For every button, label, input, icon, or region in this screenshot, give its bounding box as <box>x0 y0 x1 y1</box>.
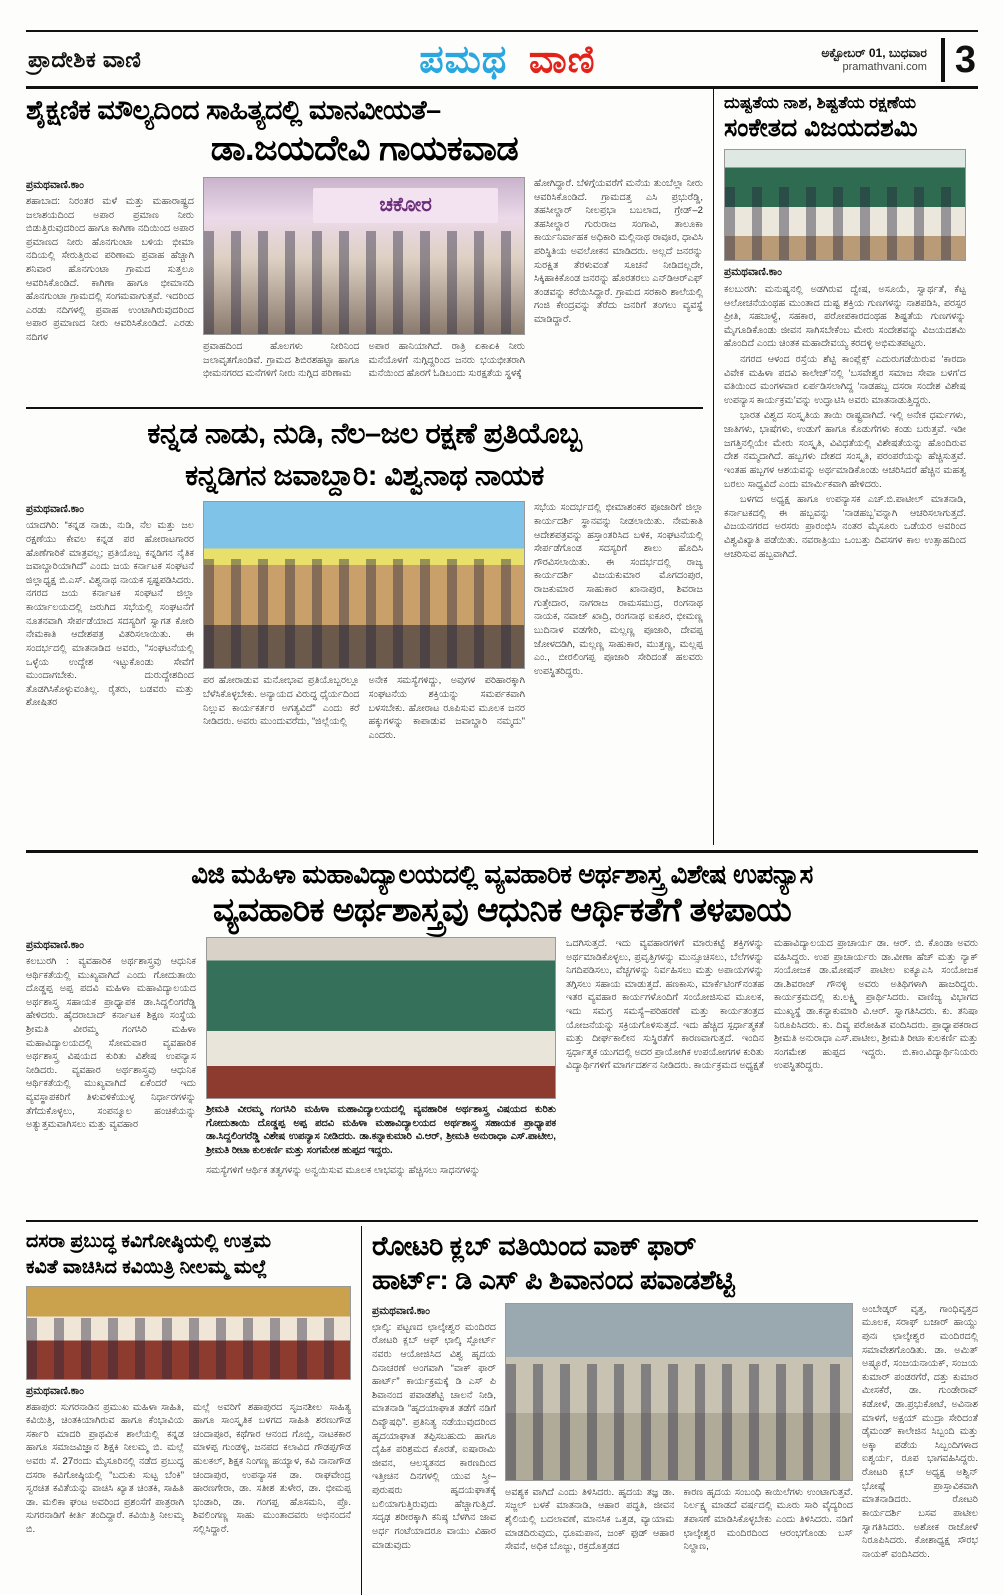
byline: ಪ್ರಮಥವಾಣಿ.ಕಾಂ <box>26 1384 84 1397</box>
article-flood-col1: ಶಹಾಬಾದ: ನಿರಂತರ ಮಳೆ ಮತ್ತು ಮಹಾರಾಷ್ಟ್ರದ ಜಲಾಶಯದಿಂದ ಅಪಾರ ಪ್ರಮಾಣ ನೀರು ಬಿಡುತ್ತಿರುವುದರಿಂದ ಹಾಗೂ ಕಾಗಿಣಾ ನದಿಯಿಂದ ಅಪಾರ ಪ್ರಮಾಣದ ನೀರು ಹೊನಗುಂಟಾ ಬಳಿಯ ಭೀಮಾ ನದಿಯಲ್ಲಿ ಸೇರುತ್ತಿರುವ ಪರಿಣಾಮ ಪ್ರವಾಹ ಹೆಚ್ಚಾಗಿ ಶನಿವಾರ ಹೊನಗುಂಟಾ ಗ್ರಾಮದ ಸುತ್ತಲೂ ಆವರಿಸಿಕೊಂಡಿದೆ. ಕಾಗಿಣಾ ಹಾಗೂ ಭೀಮಾನದಿ ಹೊನಗುಂಟಾ ಗ್ರಾಮದಲ್ಲಿ ಸಂಗಮವಾಗುತ್ತವೆ. ಇದರಿಂದ ಎರಡು ನದಿಗಳಲ್ಲಿ ಪ್ರವಾಹ ಉಂಟಾಗಿರುವುದರಿಂದ ಅಪಾರ ಪ್ರಮಾಣದ ನೀರು ಆವರಿಸಿಕೊಂಡಿದೆ. ಎರಡು ನದಿಗಳ <box>26 196 194 344</box>
article-vijayadashami-para1: ಕಲಬುರಗಿ: ಮನುಷ್ಯನಲ್ಲಿ ಅಡಗಿರುವ ದ್ವೇಷ, ಅಸೂಯೆ, ಸ್ವಾರ್ಥತೆ, ಕೆಟ್ಟ ಆಲೋಚನೆಯಂಥಹ ಮುಂತಾದ ದುಷ್ಟ ಶಕ್ತಿಯ ಗುಣಗಳನ್ನು ನಾಶಪಡಿಸಿ, ಪರಸ್ಪರ ಪ್ರೀತಿ, ಸಹಬಾಳ್ವೆ, ಸಹಕಾರ, ಪರೋಪಕಾರದಂಥಹ ಶಿಷ್ಟತೆಯ ಗುಣಗಳನ್ನು ಮೈಗೂಡಿಕೊಂಡು ಜೀವನ ಸಾಗಿಸಬೇಕೆಂಬ ಮೇರು ಸಂದೇಶವನ್ನು ವಿಜಯದಶಮಿ ಹೊಂದಿದೆ ಎಂದು ಚಿಂತಕ ಮಹಾದೇವಯ್ಯ ಕರದಳ್ಳಿ ಅಭಿಮತಪಟ್ಟರು. <box>724 284 966 350</box>
article-rotary-col1: ಛಾಲ್ಕಿ: ಪಟ್ಟಣದ ಛಾಲ್ಕೇಶ್ವರ ಮಂದಿರದ ರೋಟರಿ ಕ್ಲಬ್ ಆಫ್ ಛಾಲ್ಕಿ ಸ್ಪೋರ್ಟ್ ನವರು ಆಯೋಜಿಸಿದ ವಿಶ್ವ ಹೃದಯ ದಿನಾಚರಣೆ ಅಂಗವಾಗಿ “ವಾಕ್ ಫಾರ್ ಹಾರ್ಟ್” ಕಾರ್ಯಕ್ರಮಕ್ಕೆ ಡಿ ಎಸ್ ಪಿ ಶಿವಾನಂದ ಪವಾಡಶೆಟ್ಟಿ ಚಾಲನೆ ನೀಡಿ, ಮಾತನಾಡಿ “ಹೃದಯಾಘಾತ ತಡೆಗೆ ನಡಿಗೆ ದಿವ್ಯೌಷಧಿ”. ಪ್ರತಿನಿತ್ಯ ನಡೆಯುವುದರಿಂದ ಹೃದಯಾಘಾತ ತಪ್ಪಿಸಬಹುದು ಹಾಗೂ ದೈಹಿಕ ಪರಿಶ್ರಮದ ಕೊರತೆ, ಐಷಾರಾಮಿ ಜೀವನ, ಆಲಸ್ಯತನದ ಕಾರಣದಿಂದ ಇತ್ತೀಚಿನ ದಿನಗಳಲ್ಲಿ ಯುವ ಸ್ತ್ರೀ–ಪುರುಷರು ಹೃದಯಘಾತಕ್ಕೆ ಬಲಿಯಾಗುತ್ತಿರುವುದು ಹೆಚ್ಚಾಗುತ್ತಿದೆ. ಸದೃಢ ಶರೀರಕ್ಕಾಗಿ ಕನಿಷ್ಠ ಬೆಳಗಿನ ಜಾವ ಅರ್ಧ ಗಂಟೆಯಾದರೂ ವಾಯು ವಿಹಾರ ಮಾಡುವುದು <box>372 1321 496 1551</box>
photo-walk-for-heart <box>505 1303 853 1481</box>
article-kannada-col3: ಅನೇಕ ಸಮಸ್ಯೆಗಳಿದ್ದು, ಅವುಗಳ ಪರಿಹಾರಕ್ಕಾಗಿ ಸಂಘಟನೆಯ ಶಕ್ತಿಯನ್ನು ಸಮರ್ಪಕವಾಗಿ ಬಳಸಬೇಕು. ಹೋರಾಟ ರೂಪಿಸುವ ಮೂಲಕ ಜನರ ಹಕ್ಕುಗಳನ್ನು ಕಾಪಾಡುವ ಜವಾಬ್ದಾರಿ ನಮ್ಮದು” ಎಂದರು. <box>368 675 525 741</box>
photo-poetry-stage <box>26 1286 351 1380</box>
article-flood-headline-2: ಡಾ.ಜಯದೇವಿ ಗಾಯಕವಾಡ <box>210 129 519 168</box>
byline: ಪ್ರಮಥವಾಣಿ.ಕಾಂ <box>26 503 84 516</box>
article-vijayadashami-para2: ನಗರದ ಆಳಂದ ರಸ್ತೆಯ ಶೆಟ್ಟಿ ಕಾಂಪ್ಲೆಕ್ಸ್ ಎದುರುಗಡೆಯಿರುವ ‘ಕಾರದಾ ವಿವೇಕ ಮಹಿಳಾ ಪದವಿ ಕಾಲೇಜ್’ನಲ್ಲಿ ‘ಬಸವೇಶ್ವರ ಸಮಾಜ ಸೇವಾ ಬಳಗ’ದ ವತಿಯಿಂದ ಮಂಗಳವಾರ ಏರ್ಪಡಿಸಲಾಗಿದ್ದ ‘ನಾಡಹಬ್ಬ ದಸರಾ ಸಂದೇಶ ವಿಶೇಷ ಉಪನ್ಯಾಸ ಕಾರ್ಯಕ್ರಮ’ವನ್ನು ಉದ್ಘಾಟಿಸಿ ಅವರು ಮಾತನಾಡುತ್ತಿದ್ದರು. <box>724 354 966 406</box>
article-kannada-naadu <box>26 417 703 803</box>
article-poetry-headline-2: ಕವಿತೆ ವಾಚಿಸಿದ ಕವಿಯಿತ್ರಿ ನೀಲಮ್ಮ ಮಲ್ಲೆ <box>26 1256 268 1278</box>
photo-banner-text: ಚಕೋರ <box>313 188 499 223</box>
title-word-2: ವಾಣಿ <box>528 38 596 81</box>
article-kannada-col2: ಪರ ಹೋರಾಡುವ ಮನೋಭಾವ ಪ್ರತಿಯೊಬ್ಬರಲ್ಲೂ ಬೆಳೆಸಿಕೊಳ್ಳಬೇಕು. ಅನ್ಯಾಯದ ವಿರುದ್ಧ ಧೈರ್ಯದಿಂದ ನಿಲ್ಲುವ ಕಾರ್ಯಕರ್ತರ ಅಗತ್ಯವಿದೆ” ಎಂದು ಕರೆ ನೀಡಿದರು. ಅವರು ಮುಂದುವರೆದು, “ಜಿಲ್ಲೆಯಲ್ಲಿ <box>203 675 360 728</box>
edition-name: ಪ್ರಾದೇಶಿಕ ವಾಣಿ <box>28 47 142 72</box>
masthead-date-block <box>727 46 927 75</box>
article-rotary-walk <box>362 1226 978 1595</box>
article-economics-col4: ಮಹಾವಿದ್ಯಾಲಯದ ಪ್ರಾಚಾರ್ಯ ಡಾ. ಆರ್. ಬಿ. ಕೊಂಡಾ ಅವರು ವಹಿಸಿದ್ದರು. ಉಪ ಪ್ರಾಚಾರ್ಯರು ಡಾ.ವೀಣಾ ಹೆಚ್ ಮತ್ತು ನ್ಯಾಕ್ ಸಂಯೋಜಕ ಡಾ.ಮೋಷನ್ ಪಾಟೀಲ ಐಕ್ಯೂಎಸಿ ಸಂಯೋಜಕ ಡಾ.ಶಿವರಾಜ್ ಗೌನಳ್ಳಿ ಅವರು ಅತಿಥಿಗಳಾಗಿ ಹಾಜರಿದ್ದರು. ಕಾರ್ಯಕ್ರಮದಲ್ಲಿ ಕು.ಲಕ್ಷ್ಮಿ ಪ್ರಾರ್ಥಿಸಿದರು. ವಾಣಿಜ್ಯ ವಿಭಾಗದ ಮುಖ್ಯಸ್ಥೆ ಡಾ.ಕನ್ಯಾಕುಮಾರಿ ವಿ.ಆರ್. ಸ್ವಾಗತಿಸಿದರು. ಕು. ತನಿಷಾ ನಿರೂಪಿಸಿದರು. ಕು. ದಿವ್ಯ ಪರೋಹಿತ ವಂದಿಸಿದರು. ಪ್ರಾಧ್ಯಾಪಕರಾದ ಶ್ರೀಮತಿ ಅನುರಾಧಾ ಎಸ್.ಪಾಟೀಲ, ಶ್ರೀಮತಿ ರೀಟಾ ಕುಲಕರ್ಣಿ ಮತ್ತು ಸಂಗಮೇಶ ಹುಪ್ಪದ ಇದ್ದರು. ಬಿ.ಕಾಂ.ವಿದ್ಯಾರ್ಥಿನಿಯರು ಉಪಸ್ಥಿತರಿದ್ದರು. <box>774 938 978 1072</box>
title-word-1: ಪಮಥ <box>419 38 508 81</box>
issue-date: ಅಕ್ಟೋಬರ್ 01, ಬುಧವಾರ <box>821 45 927 60</box>
article-economics-col1: ಕಲಬುರಗಿ : ವ್ಯವಹಾರಿಕ ಅರ್ಥಶಾಸ್ತ್ರವು ಆಧುನಿಕ ಆರ್ಥಿಕತೆಯಲ್ಲಿ ಮುಖ್ಯವಾಗಿದೆ ಎಂದು ಗೋದುತಾಯಿ ದೊಡ್ಡಪ್ಪ ಅಪ್ಪ ಪದವಿ ಮಹಿಳಾ ಮಹಾವಿದ್ಯಾಲಯದ ಅರ್ಥಶಾಸ್ತ್ರ ಸಹಾಯಕ ಪ್ರಾಧ್ಯಾಪಕ ಡಾ.ಸಿದ್ದಲಿಂಗರೆಡ್ಡಿ ಹೇಳಿದರು. ಹೈದರಾಬಾದ್ ಕರ್ನಾಟಕ ಶಿಕ್ಷಣ ಸಂಸ್ಥೆಯ ಶ್ರೀಮತಿ ವೀರಮ್ಮ ಗಂಗಸಿರಿ ಮಹಿಳಾ ಮಹಾವಿದ್ಯಾಲಯದಲ್ಲಿ ಸೋಮವಾರ ವ್ಯವಹಾರಿಕ ಅರ್ಥಶಾಸ್ತ್ರ ವಿಷಯದ ಕುರಿತು ವಿಶೇಷ ಉಪನ್ಯಾಸ ನೀಡಿದರು. ವ್ಯವಹಾರ ಅರ್ಥಶಾಸ್ತ್ರವು ಆಧುನಿಕ ಆರ್ಥಿಕತೆಯಲ್ಲಿ ಮುಖ್ಯವಾಗಿದೆ ಏಕೆಂದರೆ ಇದು ವ್ಯವಸ್ಥಾಪಕರಿಗೆ ತಿಳುವಳಿಕೆಯುಳ್ಳ ನಿರ್ಧಾರಗಳನ್ನು ತೆಗೆದುಕೊಳ್ಳಲು, ಸಂಪನ್ಮೂಲ ಹಂಚಿಕೆಯನ್ನು ಅತ್ಯುತ್ತಮವಾಗಿಸಲು ಮತ್ತು ವ್ಯವಹಾರ <box>26 956 196 1131</box>
article-flood <box>26 95 703 401</box>
article-rotary-col2: ಅವಶ್ಯಕ ವಾಗಿದೆ ಎಂದು ತಿಳಿಸಿದರು. ಹೃದಯ ತಜ್ಞ ಡಾ. ಸಜ್ಜಲ್ ಬಳಕೆ ಮಾತನಾಡಿ, ಆಹಾರ ಪದ್ಧತಿ, ಜೀವನ ಶೈಲಿಯಲ್ಲಿ ಬದಲಾವಣೆ, ಮಾನಸಿಕ ಒತ್ತಡ, ವ್ಯಾಯಾಮ ಮಾಡದಿರುವುದು, ಧೂಮಪಾನ, ಜಂಕ್ ಫುಡ್ ಆಹಾರ ಸೇವನೆ, ಅಧಿಕ ಬೊಜ್ಜು, ರಕ್ತದೊತ್ತಡದ <box>505 1486 675 1553</box>
byline: ಪ್ರಮಥವಾಣಿ.ಕಾಂ <box>26 179 84 191</box>
photo-economics-lecture <box>206 937 556 1099</box>
article-poetry-col2: ಮಲ್ಲೆ ಅವರಿಗೆ ಶಹಾಪುರದ ಸೃಜನಶೀಲ ಸಾಹಿತ್ಯ ಹಾಗೂ ಸಾಂಸ್ಕೃತಿಕ ಬಳಗದ ಸಾಹಿತಿ ಶರಣುಗೌಡ ಚಂದಾಪೂರ, ಕಥೆಗಾರ ಆನಂದ ಗೊಬ್ಬಿ, ನಾಟಕಕಾರ ಮಾಳಪ್ಪ ಗುಂಡಳ್ಳಿ, ಜನಪದ ಕಲಾವಿದ ಗೌಡಪ್ಪಗೌಡ ಹುಲಕಲ್, ಶಿಕ್ಷಕ ನಿಂಗಣ್ಣ ಹಯ್ಯಾಳ, ಕವಿ ನಾನಾಗೌಡ ಚಂದಾಪುರ, ಉಪನ್ಯಾಸಕ ಡಾ. ರಾಘವೇಂದ್ರ ಹಾರಣಗೇರಾ, ಡಾ. ಸತೀಶ ತುಳೇರ, ಡಾ. ಭೀಮಪ್ಪ ಭಂಡಾರಿ, ಡಾ. ಗಂಗಪ್ಪ ಹೊಸಮನಿ, ಪ್ರೊ. ಶಿವಲಿಂಗಣ್ಣ ಸಾಹು ಮುಂತಾದವರು ಅಭಿನಂದನೆ ಸಲ್ಲಿಸಿದ್ದಾರೆ. <box>193 1401 351 1535</box>
article-economics <box>26 859 978 1215</box>
masthead <box>26 30 978 86</box>
photo-vijayadashami-school <box>724 149 966 261</box>
photo-economics-caption: ಶ್ರೀಮತಿ ವೀರಮ್ಮ ಗಂಗಸಿರಿ ಮಹಿಳಾ ಮಹಾವಿದ್ಯಾಲಯದಲ್ಲಿ ವ್ಯವಹಾರಿಕ ಅರ್ಥಶಾಸ್ತ್ರ ವಿಷಯದ ಕುರಿತು ಗೋದುತಾಯಿ ದೊಡ್ಡಪ್ಪ ಅಪ್ಪ ಪದವಿ ಮಹಿಳಾ ಮಹಾವಿದ್ಯಾಲಯದ ಅರ್ಥಶಾಸ್ತ್ರ ಸಹಾಯಕ ಪ್ರಾಧ್ಯಾಪಕ ಡಾ.ಸಿದ್ದಲಿಂಗರೆಡ್ಡಿ ವಿಶೇಷ ಉಪನ್ಯಾಸ ನೀಡಿದರು. ಡಾ.ಕನ್ನಾಕುಮಾರಿ ವಿ.ಆರ್, ಶ್ರೀಮತಿ ಅನುರಾಧಾ ಎಸ್.ಪಾಟೀಲ, ಶ್ರೀಮತಿ ರೀಟಾ ಕುಲಕರ್ಣಿ ಮತ್ತು ಸಂಗಮೇಶ ಹುಪ್ಪದ ಇದ್ದರು. <box>206 1104 556 1157</box>
article-poetry-col1: ಶಹಾಪುರ: ಸುಗರನಾಡಿನ ಪ್ರಮುಖ ಮಹಿಳಾ ಸಾಹಿತಿ, ಕವಿಯಿತ್ರಿ, ಚಿಂತಕಿಯಾಗಿರುವ ಹಾಗೂ ಕೆಂಭಾವಿಯ ಸರ್ಕಾರಿ ಮಾದರಿ ಪ್ರಾಥಮಿಕ ಶಾಲೆಯಲ್ಲಿ ಕನ್ನಡ ಹಾಗೂ ಸಮಾಜವಿಜ್ಞಾನ ಶಿಕ್ಷಕಿ ನೀಲಮ್ಮ ಬಿ. ಮಲ್ಲೆ ಅವರು ಸೆ. 27ರಂದು ಮೈಸೂರಿನಲ್ಲಿ ನಡೆದ ಪ್ರಬುದ್ಧ ದಸರಾ ಕವಿಗೋಷ್ಠಿಯಲ್ಲಿ “ಬದುಕು ಸುಟ್ಟ ಬೆಂಕಿ” ಸ್ವರಚಿತ ಕವಿತೆಯನ್ನು ವಾಚಿಸಿ ಖ್ಯಾತ ಚಿಂತಕಿ, ಸಾಹಿತಿ ಡಾ. ಮಲಿಕಾ ಘಂಟ ಅವರಿಂದ ಪ್ರಶಂಸೆಗೆ ಪಾತ್ರರಾಗಿ ಸುಗರನಾಡಿಗೆ ಕೀರ್ತಿ ತಂದಿದ್ದಾರೆ. ಕವಿಯಿತ್ರಿ ನೀಲಮ್ಮ ಬಿ. <box>26 1401 184 1535</box>
article-vijayadashami-body <box>724 283 966 845</box>
article-economics-headline-2: ವ್ಯವಹಾರಿಕ ಅರ್ಥಶಾಸ್ತ್ರವು ಆಧುನಿಕ ಆರ್ಥಿಕತೆಗೆ ತಳಪಾಯ <box>212 891 792 928</box>
article-flood-headline-1: ಶೈಕ್ಷಣಿಕ ಮೌಲ್ಯದಿಂದ ಸಾಹಿತ್ಯದಲ್ಲಿ ಮಾನವೀಯತೆ– <box>26 95 441 125</box>
page-number-box <box>941 38 976 82</box>
article-economics-headline-1: ವಿಜಿ ಮಹಿಳಾ ಮಹಾವಿದ್ಯಾಲಯದಲ್ಲಿ ವ್ಯವಹಾರಿಕ ಅರ್ಥಶಾಸ್ತ್ರ ವಿಶೇಷ ಉಪನ್ಯಾಸ <box>191 859 813 889</box>
article-poetry <box>26 1226 362 1595</box>
article-flood-col4: ಹೋಗಿದ್ದಾರೆ. ಬೆಳಿಗ್ಗೆಯವರೆಗೆ ಮನೆಯ ತುಂಬೆಲ್ಲಾ ನೀರು ಆವರಿಸಿಕೊಂಡಿದೆ. ಗ್ರಾಮದತ್ತ ಎಸಿ ಪ್ರಭುರೆಡ್ಡಿ, ತಹಸೀಲ್ದಾರ್ ನೀಲಪ್ರಭಾ ಬಬಲಾದ, ಗ್ರೇಡ್–2 ತಹಸೀಲ್ದಾರ ಗುರುರಾಜ ಸಂಗಾವಿ, ತಾಲೂಕಾ ಕಾರ್ಯನಿರ್ವಾಹಕ ಅಧಿಕಾರಿ ಮಲ್ಲಿನಾಥ ರಾವೂರ, ಧಾವಿಸಿ ಪರಿಸ್ಥಿತಿಯ ಅವಲೋಕನ ಮಾಡಿದರು. ಅಲ್ಲದೆ ಜನರನ್ನು ಸುರಕ್ಷಿತ ತೆರಳುವಂತೆ ಸೂಚನೆ ನೀಡಿದಲ್ಲದೇ, ಸಿಕ್ಕಿಹಾಕಿಕೊಂಡ ಜನರನ್ನು ಹೊರತರಲು ಎನ್‌ಡಿಆರ್‌ಎಫ್ ತಂಡವನ್ನು ಕರೆಯಿಸಿದ್ದಾರೆ. ಗ್ರಾಮದ ಸರಕಾರಿ ಶಾಲೆಯಲ್ಲಿ ಗಂಜಿ ಕೇಂದ್ರವನ್ನು ತೆರೆದು ಜನರಿಗೆ ತಂಗಲು ವ್ಯವಸ್ಥೆ ಮಾಡಿದ್ದಾರೆ. <box>534 178 703 326</box>
divider-article1-2 <box>26 407 703 409</box>
article-kannada-headline-2: ಕನ್ನಡಿಗನ ಜವಾಬ್ದಾರಿ: ವಿಶ್ವನಾಥ ನಾಯಕ <box>185 460 544 493</box>
newspaper-title <box>288 39 727 82</box>
byline: ಪ್ರಮಥವಾಣಿ.ಕಾಂ <box>372 1304 430 1317</box>
article-kannada-headline-1: ಕನ್ನಡ ನಾಡು, ನುಡಿ, ನೆಲ–ಜಲ ರಕ್ಷಣೆ ಪ್ರತಿಯೊಬ್ಬ <box>147 418 582 450</box>
article-kannada-col1: ಯಾದಗಿರಿ: “ಕನ್ನಡ ನಾಡು, ನುಡಿ, ನೆಲ ಮತ್ತು ಜಲ ರಕ್ಷಣೆಯು ಕೇವಲ ಕನ್ನಡ ಪರ ಹೋರಾಟಗಾರರ ಹೊಣೆಗಾರಿಕೆ ಮಾತ್ರವಲ್ಲ; ಪ್ರತಿಯೊಬ್ಬ ಕನ್ನಡಿಗನ ನೈತಿಕ ಜವಾಬ್ದಾರಿಯಾಗಿದೆ” ಎಂದು ಜಯ ಕರ್ನಾಟಕ ಸಂಘಟನೆ ಜಿಲ್ಲಾಧ್ಯಕ್ಷ ಬಿ.ಎಸ್. ವಿಶ್ವನಾಥ ನಾಯಕ ಸ್ಪಷ್ಟಪಡಿಸಿದರು. ನಗರದ ಜಯ ಕರ್ನಾಟಕ ಸಂಘಟನೆ ಜಿಲ್ಲಾ ಕಾರ್ಯಾಲಯದಲ್ಲಿ ಜರುಗಿದ ಸಭೆಯಲ್ಲಿ ಸಂಘಟನೆಗೆ ನೂತನವಾಗಿ ಸೇರ್ಪಡೆಯಾದ ಸದಸ್ಯರಿಗೆ ಸ್ವಾಗತ ಕೋರಿ ನೇಮಕಾತಿ ಆದೇಶಪತ್ರ ವಿತರಿಸಲಾಯಿತು. ಈ ಸಂದರ್ಭದಲ್ಲಿ ಮಾತನಾಡಿದ ಅವರು, “ಸಂಘಟನೆಯಲ್ಲಿ ಒಳ್ಳೆಯ ಉದ್ದೇಶ ಇಟ್ಟುಕೊಂಡು ಸೇವೆಗೆ ಮುಂದಾಗಬೇಕು. ದುರುದ್ದೇಶದಿಂದ ತೊಡಗಿಸಿಕೊಳ್ಳುವಂತಿಲ್ಲ. ರೈತರು, ಬಡವರು ಮತ್ತು ಶೋಷಿತರ <box>26 520 194 709</box>
article-vijayadashami-para4: ಬಳಗದ ಅಧ್ಯಕ್ಷ ಹಾಗೂ ಉಪನ್ಯಾಸಕ ಎಚ್.ಬಿ.ಪಾಟೀಲ್ ಮಾತನಾಡಿ, ಕರ್ನಾಟಕದಲ್ಲಿ ಈ ಹಬ್ಬವನ್ನು ‘ನಾಡಹಬ್ಬ’ವನ್ನಾಗಿ ಆಚರಿಸಲಾಗುತ್ತದೆ. ವಿಜಯನಗರದ ಅರಸರು ಪ್ರಾರಂಭಿಸಿ ನಂತರ ಮೈಸೂರು ಒಡೆಯರ ಅವರಿಂದ ವಿಶ್ವವಿಖ್ಯಾತಿ ಪಡೆಯಿತು. ನವರಾತ್ರಿಯು ಒಂಬತ್ತು ದಿವಸಗಳ ಕಾಲ ಉತ್ಸಾಹದಿಂದ ಆಚರಿಸುವ ಹಬ್ಬವಾಗಿದೆ. <box>724 494 966 560</box>
article-rotary-col4: ಅಂಬೇಡ್ಕರ್ ವೃತ್ತ, ಗಾಂಧಿವೃತ್ತದ ಮೂಲಕ, ಸರಾಫ್ ಬಜಾರ್ ಹಾಯ್ದು ಪುನಃ ಛಾಲ್ಕೇಶ್ವರ ಮಂದಿರದಲ್ಲಿ ಸಮಾವೇಶಗೊಂಡಿತು. ಡಾ. ಅಮಿತ್ ಅಷ್ಟೂರೆ, ಸಂಜಯನಾಯಕ್, ಸಂಜಯ ಕುಮಾರ್ ಪಂಡರಗೆರೆ, ದತ್ತು ಕುಮಾರ ಮೀಸಕೆರೆ, ಡಾ. ಗುಂಡೇರಾವ್ ಕಡೋಳೆ, ಡಾ.ಪ್ರಭುಕೋಟೆ, ಅವಿನಾಶ ಮಾಳಗೆ, ಅಕ್ಷಯ್ ಮುದ್ರಾ ಸೇರಿದಂತೆ ಡೈಮಂಡ್ ಕಾಲೇಜಿನ ಸಿಬ್ಬಂದಿ ಮತ್ತು ಅಕ್ಕಾ ಪಡೆಯ ಸಿಬ್ಬಂದಿಗಳಾದ ಐಶ್ವರ್ಯ, ರೂಪ ಭಾಗವಹಿಸಿದ್ದರು. ರೋಟರಿ ಕ್ಲಬ್ ಅಧ್ಯಕ್ಷ ಅಶ್ವಿನ್ ಭೋಷ್ಲೆ ಪ್ರಾಸ್ತಾವಿಕವಾಗಿ ಮಾತನಾಡಿದರು. ರೋಟರಿ ಕಾರ್ಯದರ್ಶಿ ಬಸವ ಪಾಟೀಲ ಸ್ವಾಗತಿಸಿದರು. ಅಶೋಕ ರಾಜೋಳೆ ನಿರೂಪಿಸಿದರು. ಕೋಶಾಧ್ಯಕ್ಷ ಸೌರಭ ನಾಯಕ್ ವಂದಿಸಿದರು. <box>862 1303 978 1560</box>
article-kannada-col4: ಸಭೆಯ ಸಂದರ್ಭದಲ್ಲಿ ಭೀಮಾಶಂಕರ ಪೂಜಾರಿಗೆ ಜಿಲ್ಲಾ ಕಾರ್ಯದರ್ಶಿ ಸ್ಥಾನವನ್ನು ನೀಡಲಾಯಿತು. ನೇಮಕಾತಿ ಆದೇಶಪತ್ರವನ್ನು ಹಸ್ತಾಂತರಿಸಿದ ಬಳಿಕ, ಸಂಘಟನೆಯಲ್ಲಿ ಸೇರ್ಪಡೆಗೊಂಡ ಸದಸ್ಯರಿಗೆ ಶಾಲು ಹೊದಿಸಿ ಗೌರವಿಸಲಾಯಿತು. ಈ ಸಂದರ್ಭದಲ್ಲಿ ರಾಜ್ಯ ಕಾರ್ಯದರ್ಶಿ ವಿಜಯಕುಮಾರ ಮೊಗದಂಪುರ, ರಾಜಕುಮಾರ ಸಾಹುಕಾರ ಖಾನಾಪುರ, ಶಿವರಾಜ ಗುತ್ತೇದಾರ, ನಾಗರಾಜ ರಾಮಸಮುದ್ರ, ರಂಗನಾಥ ನಾಯಕ, ನವಾಜ್ ಖಾದ್ರಿ, ರಂಗನಾಥ ಐಕೂರ, ಭೀಮಣ್ಣ ಬುದಿನಾಳ ವಡಗೇರಿ, ಮಲ್ಲಣ್ಣ ಪೂಜಾರಿ, ದೇವಪ್ಪ ಜೋಳದಡಿಗಿ, ಮಲ್ಲಣ್ಣ ಸಾಹುಕಾರ, ಮುತ್ತಣ್ಣ, ಮಲ್ಲಪ್ಪ ಎಂ., ಬೀರಲಿಂಗಪ್ಪ ಪೂಜಾರಿ ಸೇರಿದಂತೆ ಹಲವರು ಉಪಸ್ಥಿತರಿದ್ದರು. <box>534 502 703 677</box>
article-vijayadashami-headline-2: ಸಂಕೇತದ ವಿಜಯದಶಮಿ <box>724 114 918 142</box>
article-flood-col3: ಅಪಾರ ಹಾನಿಯಾಗಿದೆ. ರಾತ್ರಿ ಏಕಾಏಕಿ ನೀರು ಮನೆಯೊಳಗೆ ನುಗ್ಗಿದ್ದರಿಂದ ಜನರು ಭಯಭೀತರಾಗಿ ಮನೆಯಿಂದ ಹೊರಗೆ ಓಡಿಬಂದು ಸುರಕ್ಷತೆಯ ಸ್ಥಳಕ್ಕೆ <box>368 341 525 380</box>
article-vijayadashami-para3: ಭಾರತ ವಿಶ್ವದ ಸಂಸ್ಕೃತಿಯ ತಾಯಿ ರಾಷ್ಟ್ರವಾಗಿದೆ. ಇಲ್ಲಿ ಅನೇಕ ಧರ್ಮಗಳು, ಜಾತಿಗಳು, ಭಾಷೆಗಳು, ಉಡುಗೆ ಹಾಗೂ ಕೊಡುಗೆಗಳು ಕಂಡು ಬರುತ್ತವೆ. ಇಡೀ ಜಗತ್ತಿನಲ್ಲಿಯೇ ಮೇರು ಸಂಸ್ಕೃತಿ, ವಿವಿಧತೆಯಲ್ಲಿ ವಿಶೇಷತೆಯನ್ನು ಹೊಂದಿರುವ ದೇಶ ನಮ್ಮದಾಗಿದೆ. ಹಬ್ಬಗಳು ದೇಶದ ಸಂಸ್ಕೃತಿ, ಪರಂಪರೆಯನ್ನು ಹೆಚ್ಚಿಸುತ್ತವೆ. ಇಂತಹ ಹಬ್ಬಗಳ ಆಶಯವನ್ನು ಅರ್ಥಮಾಡಿಕೊಂಡು ಆಚರಿಸಿದರೆ ಹೆಚ್ಚಿನ ಮಹತ್ವ ಬರಲು ಸಾಧ್ಯವಿದೆ ಎಂದು ಮಾರ್ಮಿಕವಾಗಿ ಹೇಳಿದರು. <box>724 410 966 490</box>
article-flood-col2: ಪ್ರವಾಹದಿಂದ ಹೊಲಗಳು ನೀರಿನಿಂದ ಜಲಾವೃತಗೊಂಡಿವೆ. ಗ್ರಾಮದ ಶಿಬಿರಶಹಟ್ಟಾ ಹಾಗೂ ಭೀಮನಗರದ ಮನೆಗಳಿಗೆ ನೀರು ನುಗ್ಗಿದ ಪರಿಣಾಮ <box>203 341 360 380</box>
divider-mid <box>26 850 978 853</box>
article-rotary-headline-1: ರೋಟರಿ ಕ್ಲಬ್ ವತಿಯಿಂದ ವಾಕ್ ಫಾರ್ <box>372 1231 696 1261</box>
photo-jaya-karnataka-meeting <box>203 501 525 669</box>
article-vijayadashami-headline-1: ದುಷ್ಟತೆಯ ನಾಶ, ಶಿಷ್ಟತೆಯ ರಕ್ಷಣೆಯ <box>724 94 917 112</box>
article-economics-col3: ಒದಗಿಸುತ್ತದೆ. ಇದು ವ್ಯವಹಾರಗಳಿಗೆ ಮಾರುಕಟ್ಟೆ ಶಕ್ತಿಗಳನ್ನು ಅರ್ಥಮಾಡಿಕೊಳ್ಳಲು, ಪ್ರವೃತ್ತಿಗಳನ್ನು ಮುನ್ಸೂಚಿಸಲು, ಬೆಲೆಗಳನ್ನು ನಿಗದಿಪಡಿಸಲು, ವೆಚ್ಚಗಳನ್ನು ನಿರ್ವಹಿಸಲು ಮತ್ತು ಅಪಾಯಗಳನ್ನು ತಗ್ಗಿಸಲು ಸಹಾಯ ಮಾಡುತ್ತದೆ. ಹಣಕಾಸು, ಮಾರ್ಕೆಟಿಂಗ್‌ನಂತಹ ಇತರ ವ್ಯವಹಾರ ಕಾರ್ಯಗಳೊಂದಿಗೆ ಸಂಯೋಜಿಸುವ ಮೂಲಕ, ಇದು ಸಮಗ್ರ ಸಮಸ್ಯೆ–ಪರಿಹರಣೆ ಮತ್ತು ಕಾರ್ಯತಂತ್ರದ ಯೋಜನೆಯನ್ನು ಸಕ್ರಿಯಗೊಳಿಸುತ್ತದೆ. ಇದು ಹೆಚ್ಚಿದ ಸ್ಪರ್ಧಾತ್ಮಕತೆ ಮತ್ತು ದೀರ್ಘಕಾಲೀನ ಸುಸ್ಥಿರತೆಗೆ ಕಾರಣವಾಗುತ್ತದೆ. ಇಂದಿನ ಸ್ಪರ್ಧಾತ್ಮಕ ಯುಗದಲ್ಲಿ ಅದರ ಪ್ರಾಯೋಗಿಕ ಉಪಯೋಗಗಳ ಕುರಿತು ವಿದ್ಯಾರ್ಥಿಗಳಿಗೆ ಮಾರ್ಗದರ್ಶನ ನೀಡಿದರು. ಕಾರ್ಯಕ್ರಮದ ಅಧ್ಯಕ್ಷತೆ <box>566 938 764 1072</box>
article-economics-strip: ಸಮಸ್ಯೆಗಳಿಗೆ ಆರ್ಥಿಕ ತತ್ವಗಳನ್ನು ಅನ್ವಯಿಸುವ ಮೂಲಕ ಲಾಭವನ್ನು ಹೆಚ್ಚಿಸಲು ಸಾಧನಗಳನ್ನು <box>206 1164 481 1176</box>
divider-bottom <box>26 1220 978 1222</box>
article-rotary-col3: ಕಾರಣ ಹೃದಯ ಸಂಬಂಧಿ ಕಾಯಿಲೆಗಳು ಉಂಟಾಗುತ್ತವೆ. ನಿರ್ಲಕ್ಷ್ಯ ಮಾಡದೆ ವರ್ಷದಲ್ಲಿ ಮೂರು ಸಾರಿ ವೈದ್ಯರಿಂದ ತಪಾಸಣೆ ಮಾಡಿಸಿಕೊಳ್ಳಬೇಕು ಎಂದು ತಿಳಿಸಿದರು. ನಡಿಗೆ ಛಾಲ್ಕೇಶ್ವರ ಮಂದಿರದಿಂದ ಆರಂಭಗೊಂಡು ಬಸ್ ನಿಲ್ದಾಣ, <box>683 1486 853 1553</box>
byline: ಪ್ರಮಥವಾಣಿ.ಕಾಂ <box>724 266 782 278</box>
photo-chakora-event <box>203 177 525 335</box>
website-url: pramathvani.com <box>842 60 927 73</box>
article-poetry-headline-1: ದಸರಾ ಪ್ರಬುದ್ಧ ಕವಿಗೋಷ್ಠಿಯಲ್ಲಿ ಉತ್ತಮ <box>26 1231 272 1252</box>
page-number: 3 <box>954 38 976 81</box>
article-vijayadashami <box>714 89 966 845</box>
byline: ಪ್ರಮಥವಾಣಿ.ಕಾಂ <box>26 939 84 951</box>
article-rotary-headline-2: ಹಾರ್ಟ್: ಡಿ ಎಸ್ ಪಿ ಶಿವಾನಂದ ಪವಾಡಶೆಟ್ಟಿ <box>372 1265 735 1296</box>
